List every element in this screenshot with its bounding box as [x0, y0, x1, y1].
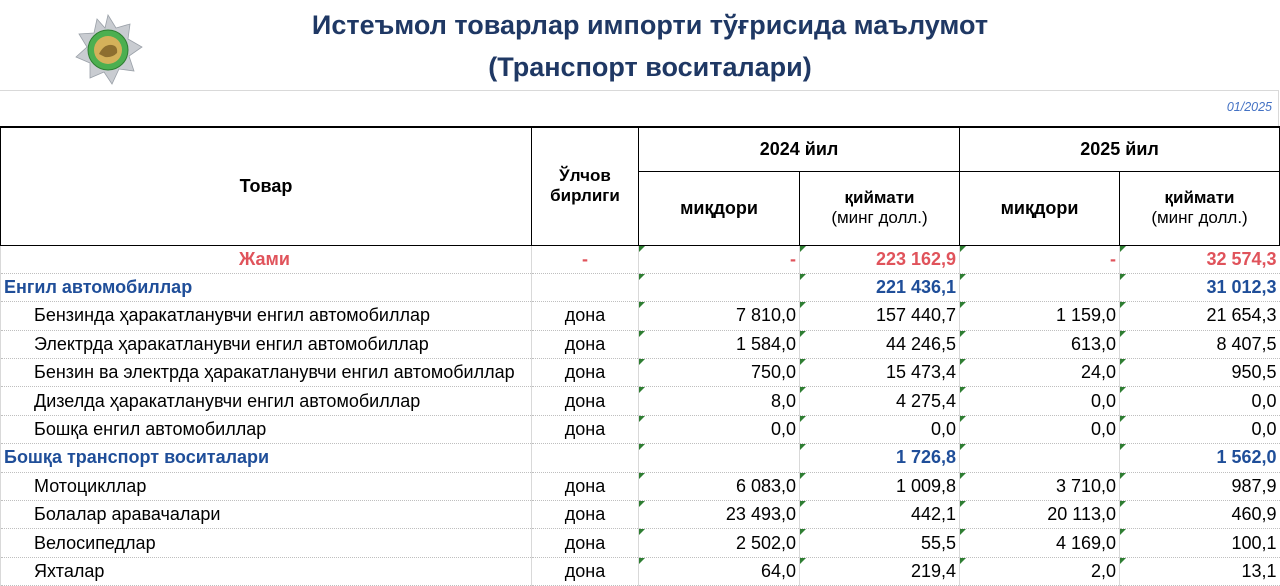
- cell-marker: [800, 302, 806, 308]
- qty-2024-cell: 6 083,0: [639, 472, 800, 500]
- unit-cell: дона: [532, 472, 639, 500]
- table-row: [1, 557, 1280, 585]
- qty-2025-cell: 1 159,0: [960, 302, 1120, 330]
- value-2025-cell: 31 012,3: [1120, 273, 1280, 301]
- cell-marker: [1120, 302, 1126, 308]
- col-header-year-2025: 2025 йил: [960, 127, 1280, 171]
- table-row: [1, 444, 1280, 472]
- cell-marker: [800, 387, 806, 393]
- table-row: [1, 501, 1280, 529]
- product-name-cell: Бензинда ҳаракатланувчи енгил автомобиллар: [1, 302, 532, 330]
- product-name-cell: Электрда ҳаракатланувчи енгил автомобиллар: [1, 330, 532, 358]
- qty-2025-cell: [960, 273, 1120, 301]
- qty-2024-cell: 7 810,0: [639, 302, 800, 330]
- product-name-cell: Велосипедлар: [1, 529, 532, 557]
- value-2025-cell: 8 407,5: [1120, 330, 1280, 358]
- table-row: [1, 302, 1280, 330]
- cell-marker: [960, 416, 966, 422]
- product-name-cell: Бошқа транспорт воситалари: [1, 444, 532, 472]
- qty-2024-cell: [639, 444, 800, 472]
- cell-marker: [960, 246, 966, 252]
- cell-marker: [639, 331, 645, 337]
- value-2025-label: қиймати: [1164, 188, 1235, 207]
- table-row: [1, 330, 1280, 358]
- cell-marker: [960, 501, 966, 507]
- page-title: Истеъмол товарлар импорти тўғрисида маълумот: [311, 10, 989, 40]
- unit-cell: дона: [532, 529, 639, 557]
- product-name-cell: Енгил автомобиллар: [1, 273, 532, 301]
- qty-2024-cell: 23 493,0: [639, 501, 800, 529]
- col-header-product: Товар: [1, 127, 532, 245]
- unit-cell: [532, 273, 639, 301]
- cell-marker: [639, 501, 645, 507]
- unit-cell: дона: [532, 557, 639, 585]
- unit-cell: дона: [532, 359, 639, 387]
- qty-2025-cell: 0,0: [960, 387, 1120, 415]
- qty-2025-cell: 0,0: [960, 415, 1120, 443]
- cell-marker: [639, 274, 645, 280]
- unit-cell: дона: [532, 302, 639, 330]
- cell-marker: [960, 359, 966, 365]
- col-header-unit-line2: бирлиги: [550, 186, 620, 206]
- value-2025-cell: 13,1: [1120, 557, 1280, 585]
- import-table: [0, 126, 1280, 586]
- value-2024-cell: 15 473,4: [800, 359, 960, 387]
- table-row: [1, 273, 1280, 301]
- qty-2024-cell: 1 584,0: [639, 330, 800, 358]
- product-name-cell: Яхталар: [1, 557, 532, 585]
- page-subtitle: (Транспорт воситалари): [488, 52, 812, 82]
- qty-2024-cell: 64,0: [639, 557, 800, 585]
- cell-marker: [960, 529, 966, 535]
- value-2025-cell: 460,9: [1120, 501, 1280, 529]
- cell-marker: [1120, 359, 1126, 365]
- unit-cell: дона: [532, 415, 639, 443]
- cell-marker: [1120, 246, 1126, 252]
- value-2025-cell: 100,1: [1120, 529, 1280, 557]
- col-header-unit: [532, 127, 639, 245]
- qty-2025-cell: 3 710,0: [960, 472, 1120, 500]
- value-2024-cell: 157 440,7: [800, 302, 960, 330]
- emblem-logo: [72, 14, 144, 86]
- value-2024-cell: 1 726,8: [800, 444, 960, 472]
- cell-marker: [960, 274, 966, 280]
- qty-2025-cell: 4 169,0: [960, 529, 1120, 557]
- value-2025-cell: 0,0: [1120, 387, 1280, 415]
- cell-marker: [800, 331, 806, 337]
- col-header-unit-line1: Ўлчов: [559, 166, 611, 186]
- qty-2025-cell: -: [960, 245, 1120, 273]
- value-2024-cell: 55,5: [800, 529, 960, 557]
- value-2024-cell: 219,4: [800, 557, 960, 585]
- product-name-cell: Болалар аравачалари: [1, 501, 532, 529]
- value-2025-cell: 1 562,0: [1120, 444, 1280, 472]
- cell-marker: [1120, 274, 1126, 280]
- product-name-cell: Жами: [1, 245, 532, 273]
- cell-marker: [800, 416, 806, 422]
- cell-marker: [639, 359, 645, 365]
- value-2024-label: қиймати: [844, 188, 915, 207]
- cell-marker: [960, 473, 966, 479]
- cell-marker: [800, 558, 806, 564]
- unit-cell: дона: [532, 501, 639, 529]
- col-header-value-2024: [800, 171, 960, 245]
- cell-marker: [639, 473, 645, 479]
- cell-marker: [800, 473, 806, 479]
- unit-cell: дона: [532, 387, 639, 415]
- cell-marker: [1120, 558, 1126, 564]
- qty-2025-cell: 613,0: [960, 330, 1120, 358]
- table-row: [1, 359, 1280, 387]
- value-2025-cell: 950,5: [1120, 359, 1280, 387]
- value-2024-cell: 44 246,5: [800, 330, 960, 358]
- unit-cell: -: [532, 245, 639, 273]
- cell-marker: [1120, 331, 1126, 337]
- cell-marker: [1120, 501, 1126, 507]
- cell-marker: [800, 501, 806, 507]
- table-row: [1, 529, 1280, 557]
- cell-marker: [960, 444, 966, 450]
- cell-marker: [960, 331, 966, 337]
- cell-marker: [639, 387, 645, 393]
- cell-marker: [639, 529, 645, 535]
- qty-2024-cell: 0,0: [639, 415, 800, 443]
- cell-marker: [639, 416, 645, 422]
- qty-2025-cell: 24,0: [960, 359, 1120, 387]
- value-2025-cell: 987,9: [1120, 472, 1280, 500]
- cell-marker: [800, 529, 806, 535]
- product-name-cell: Мотоцикллар: [1, 472, 532, 500]
- qty-2025-cell: 2,0: [960, 557, 1120, 585]
- cell-marker: [639, 558, 645, 564]
- qty-2024-cell: 8,0: [639, 387, 800, 415]
- cell-marker: [639, 302, 645, 308]
- cell-marker: [639, 444, 645, 450]
- value-2025-cell: 0,0: [1120, 415, 1280, 443]
- qty-2024-cell: 2 502,0: [639, 529, 800, 557]
- cell-marker: [800, 444, 806, 450]
- cell-marker: [1120, 529, 1126, 535]
- cell-marker: [800, 274, 806, 280]
- qty-2024-cell: 750,0: [639, 359, 800, 387]
- cell-marker: [800, 246, 806, 252]
- table-row: [1, 472, 1280, 500]
- value-2024-unit: (минг долл.): [831, 208, 928, 227]
- product-name-cell: Бошқа енгил автомобиллар: [1, 415, 532, 443]
- cell-marker: [960, 558, 966, 564]
- value-2024-cell: 1 009,8: [800, 472, 960, 500]
- value-2025-unit: (минг долл.): [1151, 208, 1248, 227]
- col-header-year-2024: 2024 йил: [639, 127, 960, 171]
- table-row: [1, 387, 1280, 415]
- cell-marker: [1120, 444, 1126, 450]
- period-label: 01/2025: [1226, 100, 1272, 114]
- col-header-value-2025: [1120, 171, 1280, 245]
- qty-2024-cell: -: [639, 245, 800, 273]
- unit-cell: дона: [532, 330, 639, 358]
- value-2025-cell: 21 654,3: [1120, 302, 1280, 330]
- cell-marker: [1120, 387, 1126, 393]
- unit-cell: [532, 444, 639, 472]
- product-name-cell: Бензин ва электрда ҳаракатланувчи енгил автомобиллар: [1, 359, 532, 387]
- qty-2024-cell: [639, 273, 800, 301]
- qty-2025-cell: 20 113,0: [960, 501, 1120, 529]
- value-2024-cell: 0,0: [800, 415, 960, 443]
- col-header-qty-2024: миқдори: [639, 171, 800, 245]
- value-2024-cell: 221 436,1: [800, 273, 960, 301]
- header-frame: [0, 90, 1279, 127]
- cell-marker: [800, 359, 806, 365]
- table-row: [1, 415, 1280, 443]
- value-2024-cell: 223 162,9: [800, 245, 960, 273]
- value-2024-cell: 4 275,4: [800, 387, 960, 415]
- cell-marker: [960, 387, 966, 393]
- cell-marker: [1120, 473, 1126, 479]
- qty-2025-cell: [960, 444, 1120, 472]
- cell-marker: [639, 246, 645, 252]
- table-row: [1, 245, 1280, 273]
- value-2025-cell: 32 574,3: [1120, 245, 1280, 273]
- cell-marker: [1120, 416, 1126, 422]
- value-2024-cell: 442,1: [800, 501, 960, 529]
- cell-marker: [960, 302, 966, 308]
- product-name-cell: Дизелда ҳаракатланувчи енгил автомобиллар: [1, 387, 532, 415]
- col-header-qty-2025: миқдори: [960, 171, 1120, 245]
